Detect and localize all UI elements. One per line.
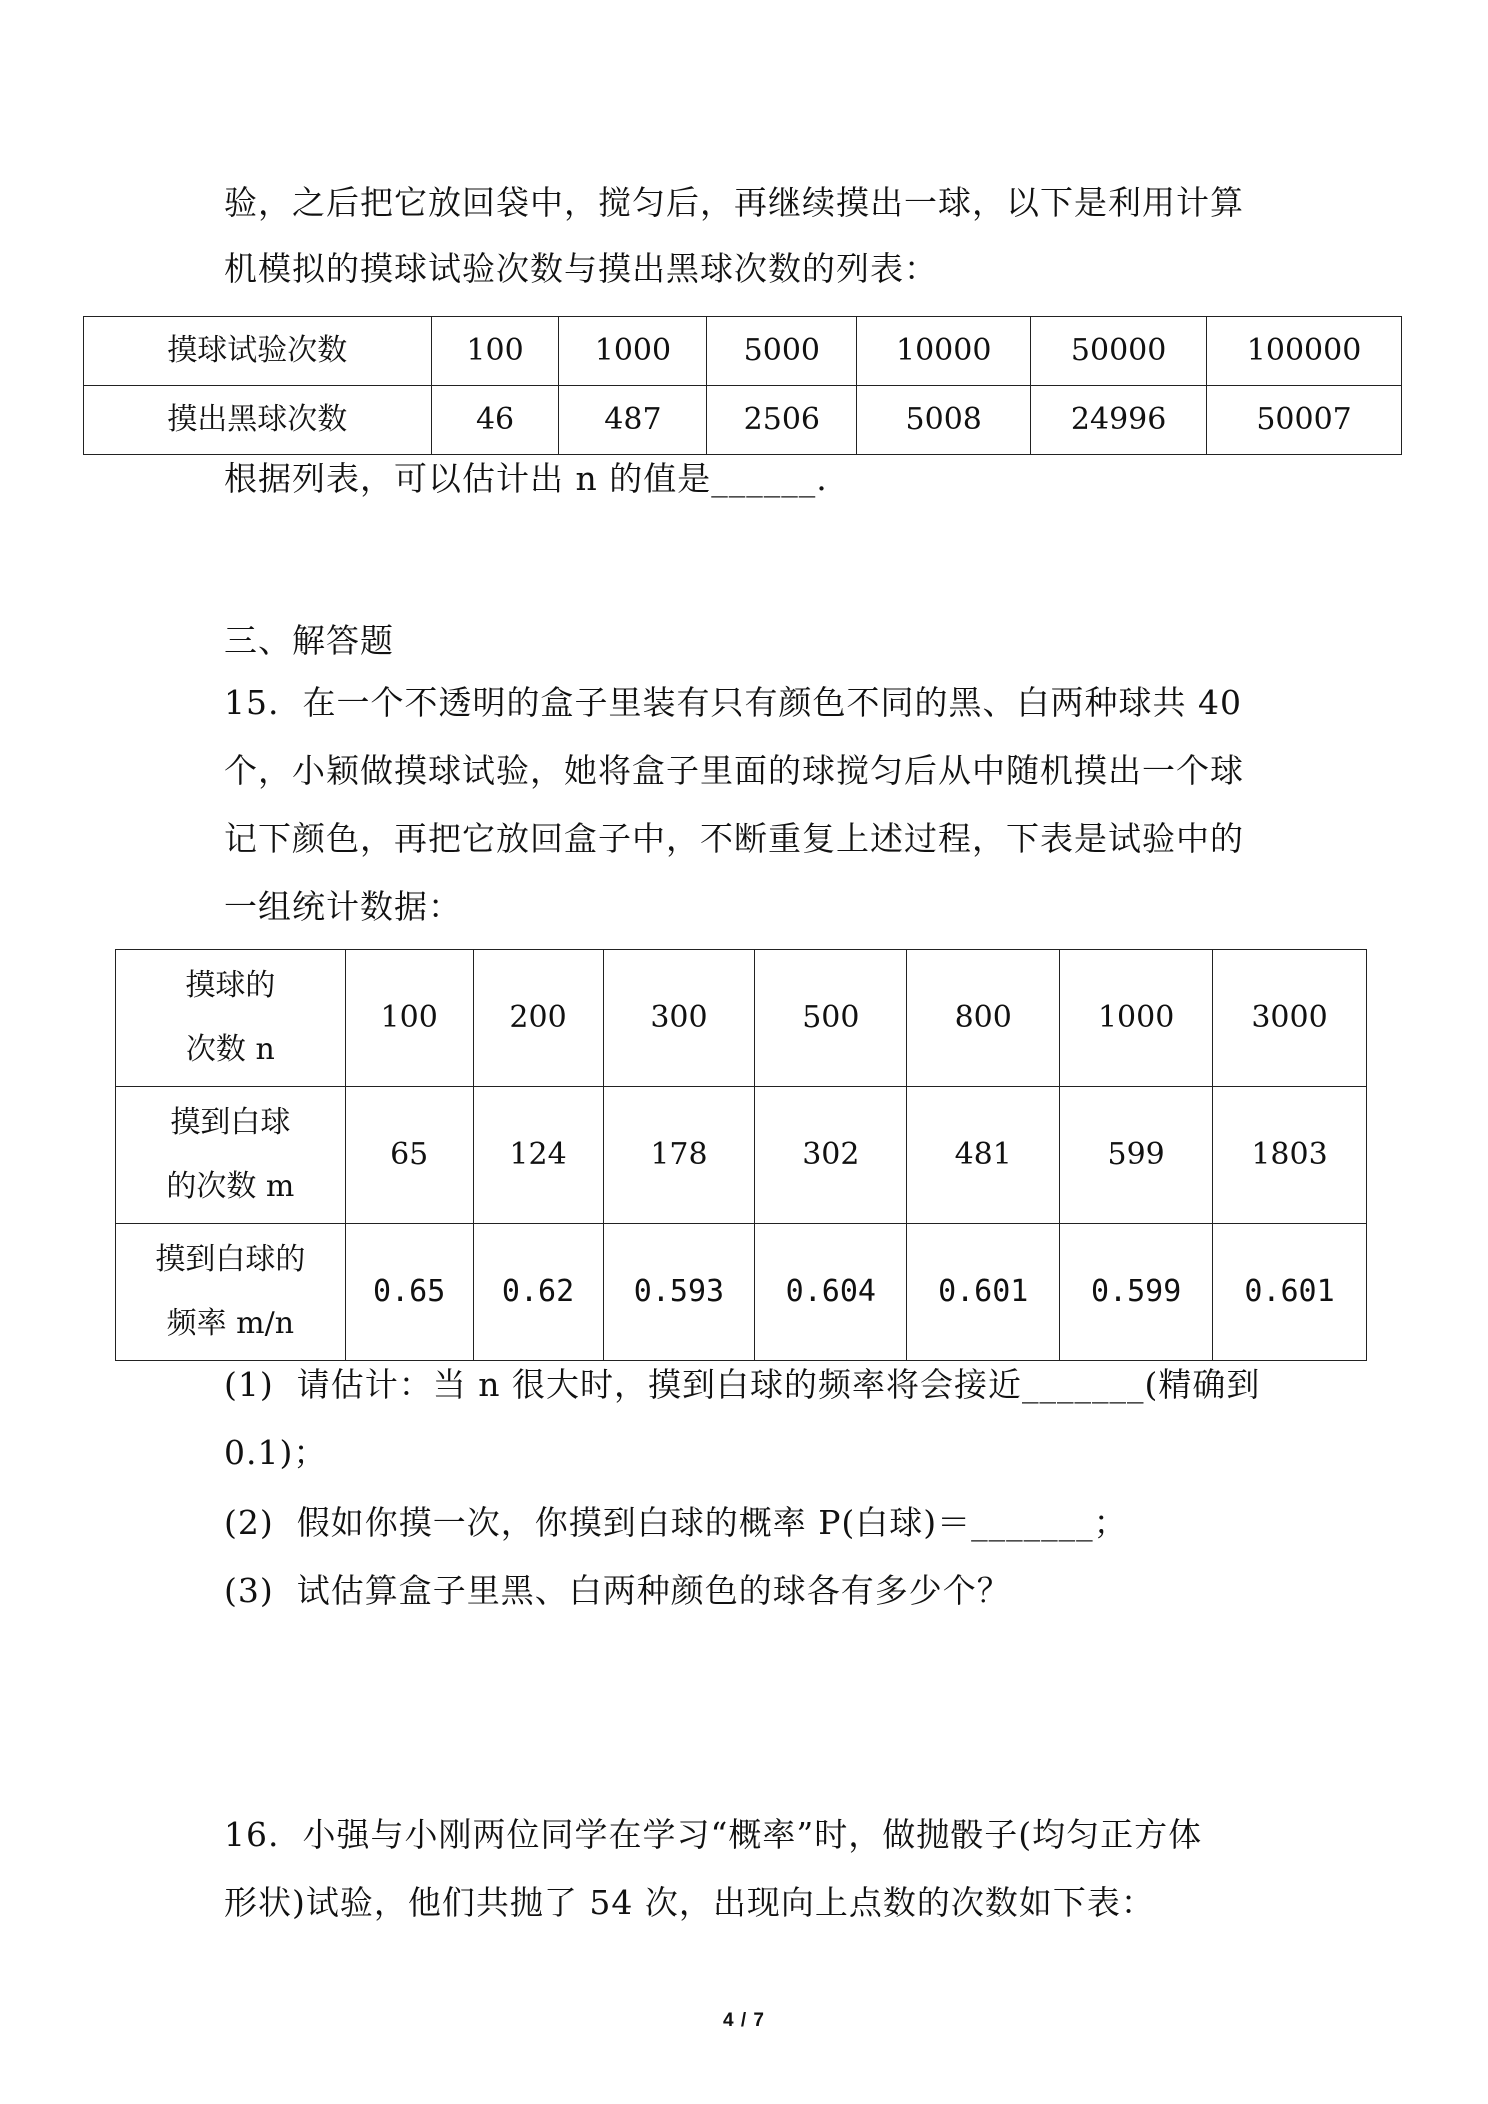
- q15-part-1-line-2: 0.1)；: [224, 1433, 328, 1472]
- q15-line-2: 个，小颖做摸球试验，她将盒子里面的球搅匀后从中随机摸出一个球: [224, 751, 1244, 790]
- q15-part-3: (3) 试估算盒子里黑、白两种颜色的球各有多少个？: [224, 1571, 1011, 1610]
- table-cell: 50000: [1031, 317, 1207, 386]
- row-header: 摸出黑球次数: [84, 386, 432, 455]
- q16-line-2: 形状)试验，他们共抛了 54 次，出现向上点数的次数如下表：: [224, 1883, 1155, 1922]
- table-cell: 65: [345, 1087, 473, 1224]
- row-header: 摸到白球 的次数 m: [116, 1087, 346, 1224]
- section-heading: 三、解答题: [224, 621, 394, 660]
- table-row: [116, 1224, 1367, 1361]
- table-cell: 0.599: [1060, 1224, 1213, 1361]
- table-row: [84, 386, 1402, 455]
- white-ball-frequency-table: [115, 949, 1367, 1361]
- table-cell: 487: [559, 386, 707, 455]
- q15-line-3: 记下颜色，再把它放回盒子中，不断重复上述过程，下表是试验中的: [224, 819, 1244, 858]
- table-cell: 5008: [857, 386, 1031, 455]
- table-cell: 2506: [707, 386, 857, 455]
- table-cell: 300: [603, 950, 755, 1087]
- row-header: 摸球试验次数: [84, 317, 432, 386]
- table-cell: 800: [907, 950, 1060, 1087]
- table-cell: 200: [473, 950, 603, 1087]
- table-cell: 0.62: [473, 1224, 603, 1361]
- table-cell: 0.601: [907, 1224, 1060, 1361]
- table-cell: 10000: [857, 317, 1031, 386]
- q15-part-2: (2) 假如你摸一次，你摸到白球的概率 P(白球)＝_______；: [224, 1503, 1128, 1542]
- table-cell: 0.601: [1213, 1224, 1367, 1361]
- table-cell: 0.593: [603, 1224, 755, 1361]
- table-cell: 178: [603, 1087, 755, 1224]
- ball-trial-table: [83, 316, 1402, 455]
- table-cell: 599: [1060, 1087, 1213, 1224]
- table-row: [84, 317, 1402, 386]
- row-header: 摸球的 次数 n: [116, 950, 346, 1087]
- table-cell: 1000: [559, 317, 707, 386]
- table-cell: 46: [431, 386, 559, 455]
- table-cell: 50007: [1207, 386, 1402, 455]
- table-cell: 1000: [1060, 950, 1213, 1087]
- table-cell: 3000: [1213, 950, 1367, 1087]
- table-cell: 0.65: [345, 1224, 473, 1361]
- table-row: [116, 950, 1367, 1087]
- table-cell: 100: [345, 950, 473, 1087]
- intro-line-2: 机模拟的摸球试验次数与摸出黑球次数的列表：: [224, 249, 938, 288]
- q16-line-1: 16. 小强与小刚两位同学在学习“概率”时，做抛骰子(均匀正方体: [224, 1815, 1203, 1854]
- table-row: [116, 1087, 1367, 1224]
- table-cell: 1803: [1213, 1087, 1367, 1224]
- table-cell: 24996: [1031, 386, 1207, 455]
- q15-line-1: 15. 在一个不透明的盒子里装有只有颜色不同的黑、白两种球共 40: [224, 683, 1242, 722]
- table-cell: 124: [473, 1087, 603, 1224]
- q15-line-4: 一组统计数据：: [224, 887, 462, 926]
- table-cell: 100: [431, 317, 559, 386]
- q14-answer-line: 根据列表，可以估计出 n 的值是______.: [224, 459, 828, 498]
- table-cell: 481: [907, 1087, 1060, 1224]
- q15-part-1-line-1: (1) 请估计：当 n 很大时，摸到白球的频率将会接近_______(精确到: [224, 1365, 1261, 1404]
- intro-line-1: 验，之后把它放回袋中，搅匀后，再继续摸出一球，以下是利用计算: [224, 183, 1244, 222]
- table-cell: 0.604: [755, 1224, 907, 1361]
- row-header: 摸到白球的 频率 m/n: [116, 1224, 346, 1361]
- table-cell: 5000: [707, 317, 857, 386]
- table-cell: 500: [755, 950, 907, 1087]
- table-cell: 100000: [1207, 317, 1402, 386]
- table-cell: 302: [755, 1087, 907, 1224]
- page-number: 4 / 7: [723, 2010, 765, 2031]
